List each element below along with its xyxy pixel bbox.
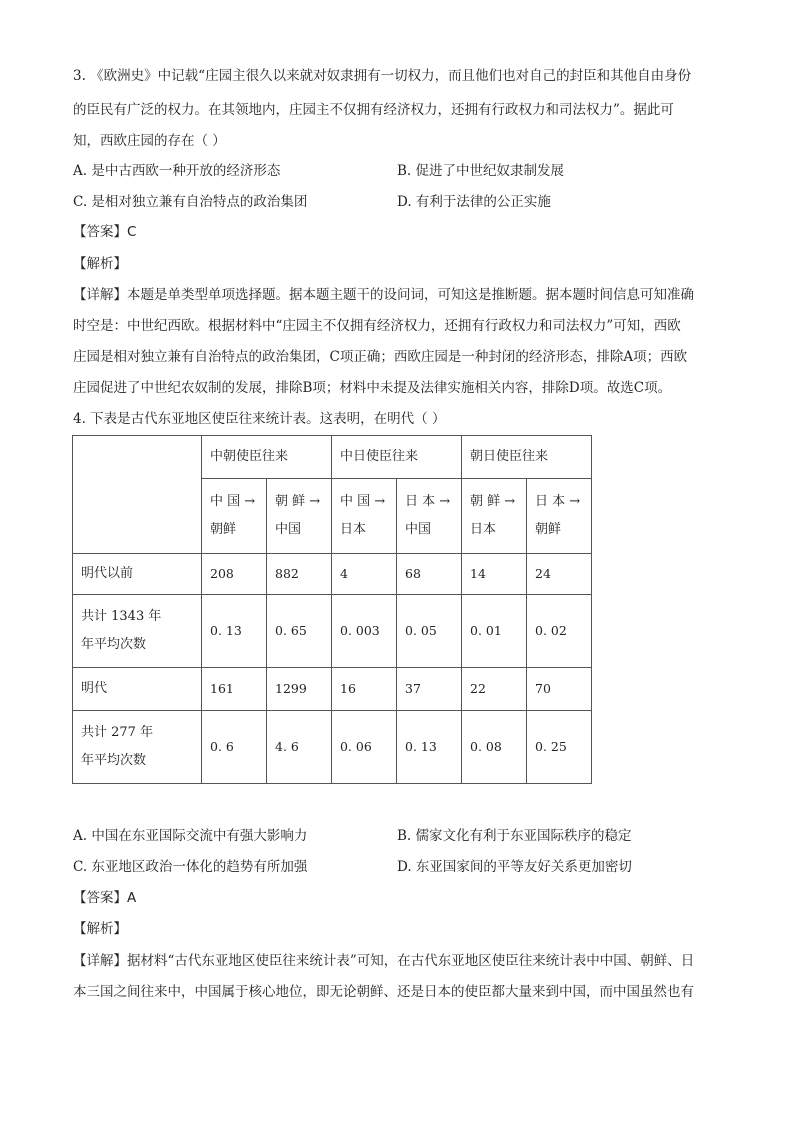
table-cell: 0. 6 — [202, 711, 267, 784]
q3-analysis-label: 【解析】 — [73, 256, 127, 272]
q3-answer: 【答案】C — [73, 224, 137, 240]
subheader-cell: 朝 鲜 → 日本 — [462, 479, 527, 554]
row-label: 明代以前 — [73, 554, 202, 595]
table-cell: 161 — [202, 668, 267, 711]
table-row — [73, 711, 592, 784]
q4-detail-line-2: 本三国之间往来中，中国属于核心地位，即无论朝鲜、还是日本的使臣都大量来到中国，而中国虽然也有 — [73, 984, 694, 1000]
table-cell: 68 — [397, 554, 462, 595]
table-cell: 24 — [527, 554, 592, 595]
table-corner-cell — [73, 436, 202, 554]
table-row — [73, 668, 592, 711]
q4-option-a: A. 中国在东亚国际交流中有强大影响力 — [73, 828, 308, 844]
q4-stem: 4. 下表是古代东亚地区使臣往来统计表。这表明，在明代（ ） — [73, 411, 446, 427]
q3-stem-line-2: 的臣民有广泛的权力。在其领地内，庄园主不仅拥有经济权力，还拥有行政权力和司法权力”。据此可 — [73, 102, 674, 118]
q4-detail-line-1: 【详解】据材料“古代东亚地区使臣往来统计表”可知，在古代东亚地区使臣往来统计表中中国、朝鲜、日 — [73, 953, 695, 969]
table-row — [73, 595, 592, 668]
q4-analysis-label: 【解析】 — [73, 921, 127, 937]
envoy-statistics-table — [72, 435, 592, 784]
table-cell: 0. 25 — [527, 711, 592, 784]
table-cell: 1299 — [267, 668, 332, 711]
subheader-cell: 中 国 → 日本 — [332, 479, 397, 554]
row-label: 共计 277 年 年平均次数 — [73, 711, 202, 784]
q3-option-b: B. 促进了中世纪奴隶制发展 — [397, 163, 565, 179]
table-cell: 0. 65 — [267, 595, 332, 668]
table-cell: 0. 08 — [462, 711, 527, 784]
table-cell: 882 — [267, 554, 332, 595]
q4-answer: 【答案】A — [73, 890, 137, 906]
table-group-header-row — [73, 436, 592, 479]
table-cell: 208 — [202, 554, 267, 595]
table-cell: 16 — [332, 668, 397, 711]
table-cell: 0. 01 — [462, 595, 527, 668]
table-cell: 0. 05 — [397, 595, 462, 668]
table-cell: 37 — [397, 668, 462, 711]
q3-detail-line-3: 庄园是相对独立兼有自治特点的政治集团，C项正确；西欧庄园是一种封闭的经济形态，排除A项；西欧 — [73, 349, 688, 365]
table-cell: 0. 003 — [332, 595, 397, 668]
group-header-china-japan: 中日使臣往来 — [332, 436, 462, 479]
q3-stem-line-3: 知，西欧庄园的存在（ ） — [73, 133, 226, 149]
q3-option-c: C. 是相对独立兼有自治特点的政治集团 — [73, 194, 308, 210]
table-row — [73, 554, 592, 595]
q3-detail-line-4: 庄园促进了中世纪农奴制的发展，排除B项；材料中未提及法律实施相关内容，排除D项。故选C项。 — [73, 380, 672, 396]
row-label: 共计 1343 年 年平均次数 — [73, 595, 202, 668]
q4-option-d: D. 东亚国家间的平等友好关系更加密切 — [397, 859, 632, 875]
q3-option-a: A. 是中古西欧一种开放的经济形态 — [73, 163, 281, 179]
q4-option-b: B. 儒家文化有利于东亚国际秩序的稳定 — [397, 828, 632, 844]
table-cell: 0. 13 — [202, 595, 267, 668]
table-cell: 22 — [462, 668, 527, 711]
q3-option-d: D. 有利于法律的公正实施 — [397, 194, 551, 210]
q3-detail-line-2: 时空是：中世纪西欧。根据材料中“庄园主不仅拥有经济权力，还拥有行政权力和司法权力”可知，西欧 — [73, 318, 681, 334]
table-cell: 0. 06 — [332, 711, 397, 784]
group-header-korea-japan: 朝日使臣往来 — [462, 436, 592, 479]
group-header-china-korea: 中朝使臣往来 — [202, 436, 332, 479]
q3-detail-line-1: 【详解】本题是单类型单项选择题。据本题主题干的设问词，可知这是推断题。据本题时间信息可知准确 — [73, 287, 694, 303]
table-cell: 4 — [332, 554, 397, 595]
subheader-cell: 日 本 → 朝鲜 — [527, 479, 592, 554]
q4-option-c: C. 东亚地区政治一体化的趋势有所加强 — [73, 859, 308, 875]
row-label: 明代 — [73, 668, 202, 711]
table-cell: 14 — [462, 554, 527, 595]
q3-stem-line-1: 3. 《欧洲史》中记载“庄园主很久以来就对奴隶拥有一切权力，而且他们也对自己的封臣和其他自由身份 — [73, 68, 692, 84]
table-cell: 4. 6 — [267, 711, 332, 784]
subheader-cell: 朝 鲜 → 中国 — [267, 479, 332, 554]
table-cell: 70 — [527, 668, 592, 711]
subheader-cell: 中 国 → 朝鲜 — [202, 479, 267, 554]
subheader-cell: 日 本 → 中国 — [397, 479, 462, 554]
table-cell: 0. 13 — [397, 711, 462, 784]
table-cell: 0. 02 — [527, 595, 592, 668]
